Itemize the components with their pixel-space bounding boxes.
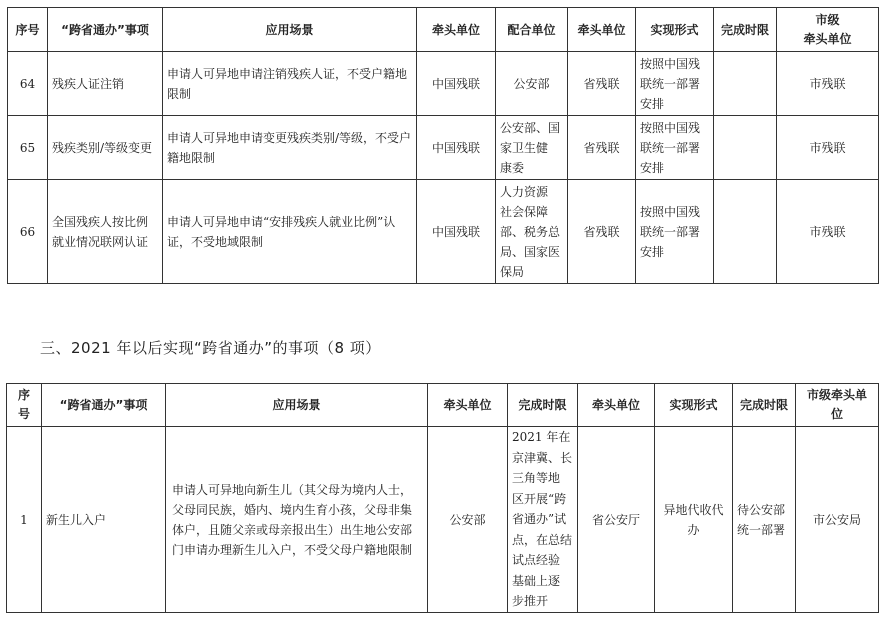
header-deadline: 完成时限 bbox=[714, 8, 777, 52]
cell-city-lead: 市残联 bbox=[777, 116, 879, 180]
cell-scenario: 申请人可异地申请“安排残疾人就业比例”认证，不受地域限制 bbox=[163, 180, 417, 284]
cell-coop: 公安部 bbox=[496, 52, 568, 116]
table-row bbox=[7, 427, 879, 613]
cell-form: 按照中国残 联统一部署 安排 bbox=[636, 52, 714, 116]
header-coop-unit: 配合单位 bbox=[496, 8, 568, 52]
header-form: 实现形式 bbox=[636, 8, 714, 52]
header-lead-unit: 牵头单位 bbox=[417, 8, 496, 52]
cell-item: 残疾类别/等级变更 bbox=[48, 116, 163, 180]
cell-item: 新生儿入户 bbox=[42, 427, 166, 613]
cell-coop: 人力资源 社会保障 部、税务总 局、国家医 保局 bbox=[496, 180, 568, 284]
cell-form: 异地代收代 办 bbox=[655, 427, 733, 613]
cell-scenario: 申请人可异地向新生儿（其父母为境内人士，父母同民族，婚内、境内生育小孩，父母非集体户，且随父亲或母亲报出生）出生地公安部门申请办理新生儿入户，不受父母户籍地限制 bbox=[166, 427, 428, 613]
table-cross-province-items-part2 bbox=[7, 7, 879, 284]
cell-deadline: 2021 年在 京津冀、长 三角等地 区开展“跨 省通办”试 点，在总结 试点经验 基础上逐 步推开 bbox=[508, 427, 578, 613]
cell-city-lead: 市残联 bbox=[777, 52, 879, 116]
cell-no: 1 bbox=[7, 427, 42, 613]
cell-deadline bbox=[714, 52, 777, 116]
header-prov-lead-unit: 牵头单位 bbox=[568, 8, 636, 52]
header-prov-lead-unit: 牵头单位 bbox=[578, 384, 655, 427]
cell-item: 全国残疾人按比例就业情况联网认证 bbox=[48, 180, 163, 284]
header-form: 实现形式 bbox=[655, 384, 733, 427]
cell-prov-lead: 省残联 bbox=[568, 52, 636, 116]
table-row bbox=[8, 52, 879, 116]
cell-prov-lead: 省残联 bbox=[568, 116, 636, 180]
cell-no: 64 bbox=[8, 52, 48, 116]
cell-city-lead: 市公安局 bbox=[796, 427, 879, 613]
cell-lead: 中国残联 bbox=[417, 116, 496, 180]
cell-prov-deadline: 待公安部 统一部署 bbox=[733, 427, 796, 613]
header-city-lead-unit: 市级牵头单 位 bbox=[796, 384, 879, 427]
cell-item: 残疾人证注销 bbox=[48, 52, 163, 116]
header-no: 序 号 bbox=[7, 384, 42, 427]
cell-scenario: 申请人可异地申请变更残疾类别/等级，不受户籍地限制 bbox=[163, 116, 417, 180]
table-row bbox=[8, 180, 879, 284]
cell-lead: 公安部 bbox=[428, 427, 508, 613]
cell-prov-lead: 省公安厅 bbox=[578, 427, 655, 613]
table-after-2021-items bbox=[6, 383, 879, 613]
cell-lead: 中国残联 bbox=[417, 180, 496, 284]
header-scenario: 应用场景 bbox=[166, 384, 428, 427]
section-heading: 三、2021 年以后实现“跨省通办”的事项（8 项） bbox=[40, 339, 381, 357]
cell-prov-lead: 省残联 bbox=[568, 180, 636, 284]
header-scenario: 应用场景 bbox=[163, 8, 417, 52]
header-deadline: 完成时限 bbox=[508, 384, 578, 427]
cell-form: 按照中国残 联统一部署 安排 bbox=[636, 180, 714, 284]
header-city-lead-unit: 市级 牵头单位 bbox=[777, 8, 879, 52]
cell-lead: 中国残联 bbox=[417, 52, 496, 116]
cell-no: 65 bbox=[8, 116, 48, 180]
header-lead-unit: 牵头单位 bbox=[428, 384, 508, 427]
header-item: “跨省通办”事项 bbox=[42, 384, 166, 427]
header-no: 序号 bbox=[8, 8, 48, 52]
cell-coop: 公安部、国 家卫生健 康委 bbox=[496, 116, 568, 180]
cell-deadline bbox=[714, 180, 777, 284]
cell-city-lead: 市残联 bbox=[777, 180, 879, 284]
cell-no: 66 bbox=[8, 180, 48, 284]
cell-scenario: 申请人可异地申请注销残疾人证，不受户籍地限制 bbox=[163, 52, 417, 116]
table-row bbox=[8, 116, 879, 180]
cell-deadline bbox=[714, 116, 777, 180]
table-header-row bbox=[8, 8, 879, 52]
header-item: “跨省通办”事项 bbox=[48, 8, 163, 52]
cell-form: 按照中国残 联统一部署 安排 bbox=[636, 116, 714, 180]
table-header-row bbox=[7, 384, 879, 427]
header-prov-deadline: 完成时限 bbox=[733, 384, 796, 427]
